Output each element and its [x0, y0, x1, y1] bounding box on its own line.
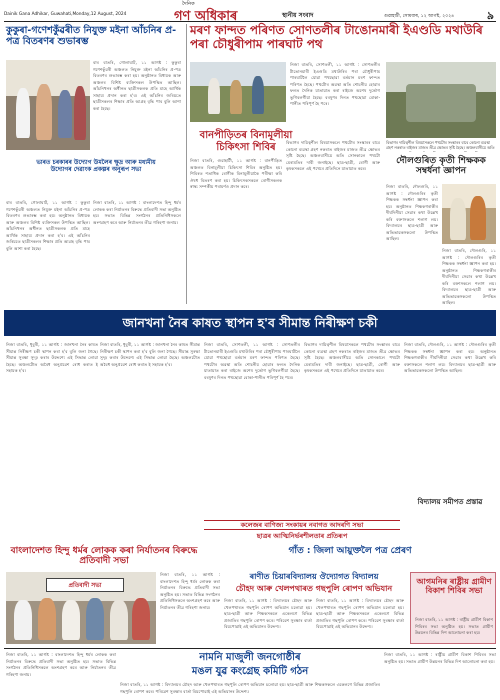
article-body: নিজা বাতৰি, সোণতলী, ১১ আগষ্ট : সোণতলীৰ টাঙোনমাৰী ইএণ্ডডি মথাউৰিৰ পৰা চৌধুৰীপাম পাৰঘাটলৈ যোৱা পথছোৱা বৰ্তমান মৰণ ফান্দত পৰিণত হৈছে। পথটোৰ অৱস্থা অতি শোচনীয় হোৱাৰ ফলত দৈনিক যাতায়াত কৰা ৰাইজে অশেষ দুৰ্ভোগ ভুগিবলগীয়া হৈছে। বৰষুণৰ দিনত পথছোৱা বোকা-পানীত পৰিপূৰ্ণ হৈ পৰে।: [290, 62, 380, 106]
article-body: নিজা বাতৰি, ১১ আগষ্ট : বাংলাদেশত হিন্দু ধৰ্মৰ লোকক কৰা নিৰ্যাতনৰ বিৰুদ্ধে প্ৰতিবাদী সভা অনুষ্ঠিত হয়। সভাত বিভিন্ন সংগঠনৰ প্ৰতিনিধিসকলে অংশগ্ৰহণ কৰে আৰু নিৰ্যাতনৰ তীব্ৰ গৰিহণা জনায়।: [93, 200, 181, 225]
article-body: নিজা বাতৰি, সোণতলী, ১১ আগষ্ট : সোণতলীৰ টাঙোনমাৰী ইএণ্ডডি মথাউৰিৰ পৰা চৌধুৰীপাম পাৰঘাটলৈ যোৱা পথছোৱা বৰ্তমান মৰণ ফান্দত পৰিণত হৈছে। পথটোৰ অৱস্থা অতি শোচনীয় হোৱাৰ ফলত দৈনিক যাতায়াত কৰা ৰাইজে অশেষ দুৰ্ভোগ ভুগিবলগীয়া হৈছে। বৰষুণৰ দিনত পথছোৱা বোকা-পানীত পৰিপূৰ্ণ হৈ পৰে।: [204, 342, 300, 380]
edition-line: Dainik Gana Adhikar, Guwahati,Monday,12 August, 2024: [4, 12, 127, 17]
article-body: নিজা বাতৰি, ১১ আগষ্ট : ৰাষ্ট্ৰীয় গ্ৰামীণ বিকাশ শিবিৰৰ সভা অনুষ্ঠিত হয়। সভাত গ্ৰামীণ উন্নয়নৰ বিভিন্ন দিশ আলোচনা কৰা হয়।: [384, 652, 496, 664]
left-top-headline: কুকুৰা-গণেশকুঁৱৰীত নিযুক্ত মইনা আঁচনিৰ প্ৰ-পত্ৰ বিতৰণৰ শুভাৰম্ভ: [6, 25, 177, 47]
vetro-headline: বানপীড়িতৰ বিনামূলীয়া চিকিৎসা শিবিৰ: [199, 130, 293, 153]
plantation-headline: চৌহদ আৰু খেলপথাৰত গছপুলি ৰোপণ অভিযান: [235, 584, 393, 593]
strip-subtitle: ছাত্ৰৰ আত্মিনিৰ্ভৰশীলতাৰ প্ৰতিৰূপ: [256, 532, 348, 540]
article-body: বিভাগৰ দায়িত্বশীল বিষয়াসকলে পথটোৰ সংস্কাৰৰ বাবে কোনো ব্যৱস্থা গ্ৰহণ নকৰাত ৰাইজৰ মাজত তীব্ৰ ক্ষোভৰ সৃষ্টি হৈছে। অঞ্চলবাসীয়ে অতি সোনকালে পথটো মেৰামতিৰ দাবী জনাইছে। ছাত্ৰ-ছাত্ৰী, ৰোগী আৰু কৃষকসকলে এই পথেৰে প্ৰতিদিনে যাতায়াত কৰে।: [304, 342, 400, 373]
article-body: নিজা বাতৰি, দৌলগুৰি, ১১ আগষ্ট : দৌলগুৰিৰ কৃতী শিক্ষকক সম্বৰ্ধনা জ্ঞাপন কৰা হয়। অনুষ্ঠানত শিক্ষকগৰাকীৰ দীৰ্ঘদিনীয়া সেৱাৰ কথা উল্লেখ কৰি বক্তাসকলে শলাগ লয়। বিদ্যালয়ৰ ছাত্ৰ-ছাত্ৰী আৰু অভিভাৱকসকলো উপস্থিত আছিল।: [386, 184, 438, 241]
article-body: নিজা বাতৰি, ১১ আগষ্ট : বাংলাদেশত হিন্দু ধৰ্মৰ লোকক কৰা নিৰ্যাতনৰ বিৰুদ্ধে প্ৰতিবাদী সভা অনুষ্ঠিত হয়। সভাত বিভিন্ন সংগঠনৰ প্ৰতিনিধিসকলে অংশগ্ৰহণ কৰে আৰু নিৰ্যাতনৰ তীব্ৰ গৰিহণা জনায়।: [160, 572, 220, 610]
article-body: নিজা বাতৰি, ১১ আগষ্ট : বিদ্যালয়ৰ চৌহদ আৰু খেলপথাৰত গছপুলি ৰোপণ অভিযান চলোৱা হয়। ছাত্ৰ-ছাত্ৰী আৰু শিক্ষকসকলে একেলগে বিভিন্ন প্ৰজাতিৰ গছপুলি ৰোপণ কৰে। পৰিৱেশ সুৰক্ষাৰ বাৰ্তা বিয়পোৱাই এই অভিযানৰ উদ্দেশ্য।: [316, 598, 404, 629]
protest-photo: [6, 572, 156, 644]
article-body: বিভাগৰ দায়িত্বশীল বিষয়াসকলে পথটোৰ সংস্কাৰৰ বাবে কোনো ব্যৱস্থা গ্ৰহণ নকৰাত ৰাইজৰ মাজত তীব্ৰ ক্ষোভৰ সৃষ্টি হৈছে। অঞ্চলবাসীয়ে অতি সোনকালে পথটো মেৰামতিৰ দাবী জনাইছে। ছাত্ৰ-ছাত্ৰী, ৰোগী আৰু কৃষকসকলে এই পথেৰে প্ৰতিদিনে যাতায়াত কৰে।: [286, 140, 380, 171]
left-sub-headline: ভাৰত চৰকাৰৰ উদ্যোগ উমলৈৰ ক্ষুদ্ৰ আৰু মধ্যমীয় উদ্যোগৰ দেৱাংক প্ৰকল্পৰ অনুৰূপ সভা: [36, 159, 156, 173]
masthead: [4, 2, 496, 22]
photo-caption: বিভাগৰ দায়িত্বশীল বিষয়াসকলে পথটোৰ সংস্কাৰৰ বাবে কোনো ব্যৱস্থা গ্ৰহণ নকৰাত ৰাইজৰ মাজত তীব্ৰ ক্ষোভৰ সৃষ্টি হৈছে। অঞ্চলবাসীয়ে অতি: [386, 140, 495, 151]
bangladesh-headline: বাংলাদেশত হিন্দু ধৰ্মৰ লোকক কৰা নিৰ্যাতনৰ বিৰুদ্ধে প্ৰতিবাদী সভা: [10, 546, 198, 567]
bottom-headline-line2: মঙল যুৱ কংগ্ৰেছ কমিটি গঠন: [191, 666, 309, 677]
article-body: নিজা বাতৰি, ১১ আগষ্ট : বিদ্যালয়ৰ চৌহদ আৰু খেলপথাৰত গছপুলি ৰোপণ অভিযান চলোৱা হয়। ছাত্ৰ-ছাত্ৰী আৰু শিক্ষকসকলে একেলগে বিভিন্ন প্ৰজাতিৰ গছপুলি ৰোপণ কৰে। পৰিৱেশ সুৰক্ষাৰ বাৰ্তা বিয়পোৱাই এই অভিযানৰ উদ্দেশ্য।: [224, 598, 312, 629]
felicitation-headline: দৌলগুৰিত কৃতী শিক্ষকক সম্বৰ্ধনা জ্ঞাপন: [396, 156, 486, 177]
article-body: নিজা বাতৰি, ১১ আগষ্ট : ৰাষ্ট্ৰীয় গ্ৰামীণ বিকাশ শিবিৰৰ সভা অনুষ্ঠিত হয়। সভাত গ্ৰামীণ উন্নয়নৰ বিভিন্ন দিশ আলোচনা কৰা হয়।: [415, 617, 493, 635]
article-body: নিজা বাতৰি, ১১ আগষ্ট : বিদ্যালয়ৰ চৌহদ আৰু খেলপথাৰত গছপুলি ৰোপণ অভিযান চলোৱা হয়। ছাত্ৰ-ছাত্ৰী আৰু শিক্ষকসকলে একেলগে বিভিন্ন প্ৰজাতিৰ গছপুলি ৰোপণ কৰে। পৰিৱেশ সুৰক্ষাৰ বাৰ্তা বিয়পোৱাই এই অভিযানৰ উদ্দেশ্য।: [120, 682, 380, 694]
vidyalaya-headline: বিদ্যালয় সমীপত প্ৰস্তাৱ: [417, 498, 483, 506]
article-body: বাৰ বাতৰি, গোলাঘাট, ১১ আগষ্ট : কুকুৰা গণেশকুঁৱৰী অঞ্চলত নিযুক্ত মইনা আঁচনিৰ প্ৰ-পত্ৰ বিতৰণৰ শুভাৰম্ভ কৰা হয়। অনুষ্ঠানত বিধায়ক আৰু অঞ্চলৰ বিশিষ্ট ব্যক্তিসকল উপস্থিত আছিল। আঁচনিখনৰ অধীনত ছাত্ৰীসকলক প্ৰতি মাহে আৰ্থিক সাহায্য প্ৰদান কৰা হ'ব। এই আঁচনিৰ জৰিয়তে ছাত্ৰীসকলৰ শিক্ষাৰ প্ৰতি আগ্ৰহ বৃদ্ধি পাব বুলি আশা কৰা হৈছে।: [93, 60, 181, 111]
gaon-headline: গাঁত : জিলা আয়ুক্তলৈ পত্ৰ প্ৰেৰণ: [288, 546, 412, 556]
brand-name: গণ অধিকাৰ: [174, 9, 238, 24]
rural-box: [410, 572, 496, 644]
article-body: নিজা বাতৰি, গুৱাহাটী, ১১ আগষ্ট : বানপীড়িত অঞ্চলত বিনামূলীয়া চিকিৎসা শিবিৰ অনুষ্ঠিত হয়। শিবিৰত শতাধিক ৰোগীক বিনামূলীয়াকৈ পৰীক্ষা কৰি ঔষধ বিতৰণ কৰা হয়। চিকিৎসকসকলে ৰোগীসকলক স্বাস্থ্য সম্পৰ্কীয় পৰামৰ্শও প্ৰদান কৰে।: [190, 158, 282, 189]
article-body: নিজা বাতৰি, দৌলগুৰি, ১১ আগষ্ট : দৌলগুৰিৰ কৃতী শিক্ষকক সম্বৰ্ধনা জ্ঞাপন কৰা হয়। অনুষ্ঠানত শিক্ষকগৰাকীৰ দীৰ্ঘদিনীয়া সেৱাৰ কথা উল্লেখ কৰি বক্তাসকলে শলাগ লয়। বিদ্যালয়ৰ ছাত্ৰ-ছাত্ৰী আৰু অভিভাৱকসকলো উপস্থিত আছিল।: [442, 248, 496, 305]
issue-date: গুৱাহাটী, সোমবাৰ, ১২ আগষ্ট, ২০২৪: [384, 14, 455, 19]
article-body: নিজা বাতৰি, দৌলগুৰি, ১১ আগষ্ট : দৌলগুৰিৰ কৃতী শিক্ষকক সম্বৰ্ধনা জ্ঞাপন কৰা হয়। অনুষ্ঠানত শিক্ষকগৰাকীৰ দীৰ্ঘদিনীয়া সেৱাৰ কথা উল্লেখ কৰি বক্তাসকলে শলাগ লয়। বিদ্যালয়ৰ ছাত্ৰ-ছাত্ৰী আৰু অভিভাৱকসকলো উপস্থিত আছিল।: [404, 342, 496, 373]
article-body: বাৰ বাতৰি, গোলাঘাট, ১১ আগষ্ট : কুকুৰা গণেশকুঁৱৰী অঞ্চলত নিযুক্ত মইনা আঁচনিৰ প্ৰ-পত্ৰ বিতৰণৰ শুভাৰম্ভ কৰা হয়। অনুষ্ঠানত বিধায়ক আৰু অঞ্চলৰ বিশিষ্ট ব্যক্তিসকল উপস্থিত আছিল। আঁচনিখনৰ অধীনত ছাত্ৰীসকলক প্ৰতি মাহে আৰ্থিক সাহায্য প্ৰদান কৰা হ'ব। এই আঁচনিৰ জৰিয়তে ছাত্ৰীসকলৰ শিক্ষাৰ প্ৰতি আগ্ৰহ বৃদ্ধি পাব বুলি আশা কৰা হৈছে।: [6, 200, 90, 251]
event-photo: [6, 60, 90, 150]
protest-sign: প্ৰতিবাদী সভা: [46, 578, 124, 592]
school-headline: ৰাণীত চিয়াৰবিদ্যালয় ঔদ্যোগত বিদ্যালয়: [249, 572, 379, 581]
daily-label: দৈনিক: [182, 1, 195, 7]
bottom-headline-line1: নামনি মাজুলী জনগোষ্ঠীৰ: [199, 652, 301, 663]
strip-title: কলেজৰ বাণিজ্য সংকায়ৰ নবাগত আদৰণি সভা: [204, 520, 400, 530]
article-body: নিজা বাতৰি, ধুবুৰী, ১১ আগষ্ট : জানখনা নৈৰ কাষত সীমান্ত নিৰীক্ষণ চকী স্থাপন কৰা হ'ব বুলি জনা গৈছে। সীমান্ত সুৰক্ষা সুদৃঢ় কৰাৰ উদ্দেশ্যে এই সিদ্ধান্ত লোৱা হৈছে। অঞ্চলটোত অবৈধ অনুপ্ৰৱেশ ৰোধ কৰাত ই সহায়ক হ'ব।: [100, 342, 200, 367]
section-label: স্থানীয় সংবাদ: [282, 12, 314, 19]
road-photo: [190, 62, 286, 122]
page-number: ৯: [486, 9, 494, 22]
teacher-photo: [442, 184, 496, 244]
banner-headline: জানখনা নৈৰ কাষত স্থাপন হ'ব সীমান্ত নিৰীক্ষণ চকী: [4, 310, 496, 336]
rural-headline: আগমনিৰ ৰাষ্ট্ৰীয় গ্ৰামীণ বিকাশ শিবিৰ সভা: [416, 577, 492, 596]
main-headline: মৰণ ফান্দত পৰিণত সোণতলীৰ টাঙোনমাৰী ইএণ্ডডি মথাউৰি পৰা চৌধুৰীপাম পাৰঘাট পথ: [190, 23, 483, 51]
article-body: নিজা বাতৰি, ধুবুৰী, ১১ আগষ্ট : জানখনা নৈৰ কাষত সীমান্ত নিৰীক্ষণ চকী স্থাপন কৰা হ'ব বুলি জনা গৈছে। সীমান্ত সুৰক্ষা সুদৃঢ় কৰাৰ উদ্দেশ্যে এই সিদ্ধান্ত লোৱা হৈছে। অঞ্চলটোত অবৈধ অনুপ্ৰৱেশ ৰোধ কৰাত ই সহায়ক হ'ব।: [6, 342, 98, 373]
article-body: নিজা বাতৰি, ১১ আগষ্ট : বাংলাদেশত হিন্দু ধৰ্মৰ লোকক কৰা নিৰ্যাতনৰ বিৰুদ্ধে প্ৰতিবাদী সভা অনুষ্ঠিত হয়। সভাত বিভিন্ন সংগঠনৰ প্ৰতিনিধিসকলে অংশগ্ৰহণ কৰে আৰু নিৰ্যাতনৰ তীব্ৰ গৰিহণা জনায়।: [6, 652, 116, 677]
flood-photo: [386, 62, 496, 138]
